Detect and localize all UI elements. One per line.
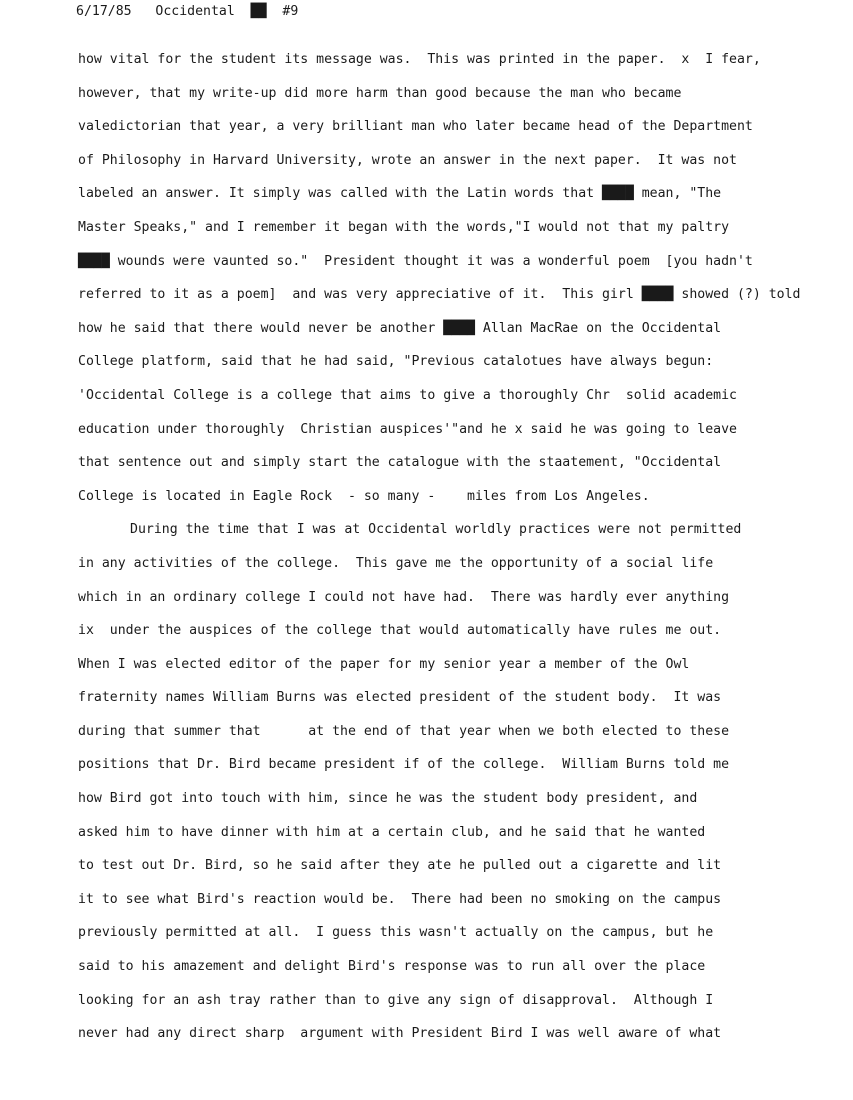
text-line: College is located in Eagle Rock - so many - miles from Los Angeles. (78, 488, 650, 504)
text-line: labeled an answer. It simply was called with the Latin words that ████ mean, "The (78, 186, 722, 202)
text-line: When I was elected editor of the paper for my senior year a member of the Owl (78, 656, 690, 672)
text-line: education under thoroughly Christian auspices'"and he x said he was going to leave (78, 421, 737, 437)
text-line: however, that my write-up did more harm than good because the man who became (78, 85, 682, 101)
text-line: which in an ordinary college I could not have had. There was hardly ever anything (78, 589, 730, 605)
page-header: 6/17/85 Occidental ██ #9 (76, 4, 299, 19)
text-line: College platform, said that he had said, "Previous catalotues have always begun: (78, 354, 714, 370)
text-line: how he said that there would never be another ████ Allan MacRae on the Occidental (78, 320, 722, 336)
text-line: looking for an ash tray rather than to give any sign of disapproval. Although I (78, 992, 714, 1008)
text-line: fraternity names William Burns was elected president of the student body. It was (78, 690, 722, 706)
text-line: ix under the auspices of the college that would automatically have rules me out. (78, 623, 722, 639)
document-body (78, 50, 848, 1058)
text-line: how Bird got into touch with him, since he was the student body president, and (78, 791, 698, 807)
text-line: never had any direct sharp argument with President Bird I was well aware of what (78, 1026, 722, 1042)
text-line: during that summer that at the end of that year when we both elected to these (78, 723, 730, 739)
text-line: referred to it as a poem] and was very appreciative of it. This girl ████ showed (?) told (78, 287, 801, 303)
text-line: ████ wounds were vaunted so." President thought it was a wonderful poem [you hadn't (78, 253, 753, 269)
text-line: valedictorian that year, a very brilliant man who later became head of the Department (78, 119, 753, 135)
paragraph-start-line: During the time that I was at Occidental worldly practices were not permitted (130, 522, 742, 538)
text-line: how vital for the student its message was. This was printed in the paper. x I fear, (78, 52, 761, 67)
text-line: of Philosophy in Harvard University, wrote an answer in the next paper. It was not (78, 152, 737, 168)
text-line: 'Occidental College is a college that aims to give a thoroughly Chr solid academic (78, 387, 737, 403)
text-line: asked him to have dinner with him at a certain club, and he said that he wanted (78, 824, 706, 840)
text-line: it to see what Bird's reaction would be. There had been no smoking on the campus (78, 891, 722, 907)
text-line: Master Speaks," and I remember it began with the words,"I would not that my paltry (78, 219, 730, 235)
text-line: to test out Dr. Bird, so he said after they ate he pulled out a cigarette and lit (78, 858, 722, 874)
text-line: positions that Dr. Bird became president if of the college. William Burns told me (78, 757, 730, 773)
text-line: said to his amazement and delight Bird's response was to run all over the place (78, 959, 706, 975)
text-line: previously permitted at all. I guess this wasn't actually on the campus, but he (78, 925, 714, 941)
text-line: that sentence out and simply start the catalogue with the staatement, "Occidental (78, 455, 722, 471)
text-line: in any activities of the college. This gave me the opportunity of a social life (78, 555, 714, 571)
